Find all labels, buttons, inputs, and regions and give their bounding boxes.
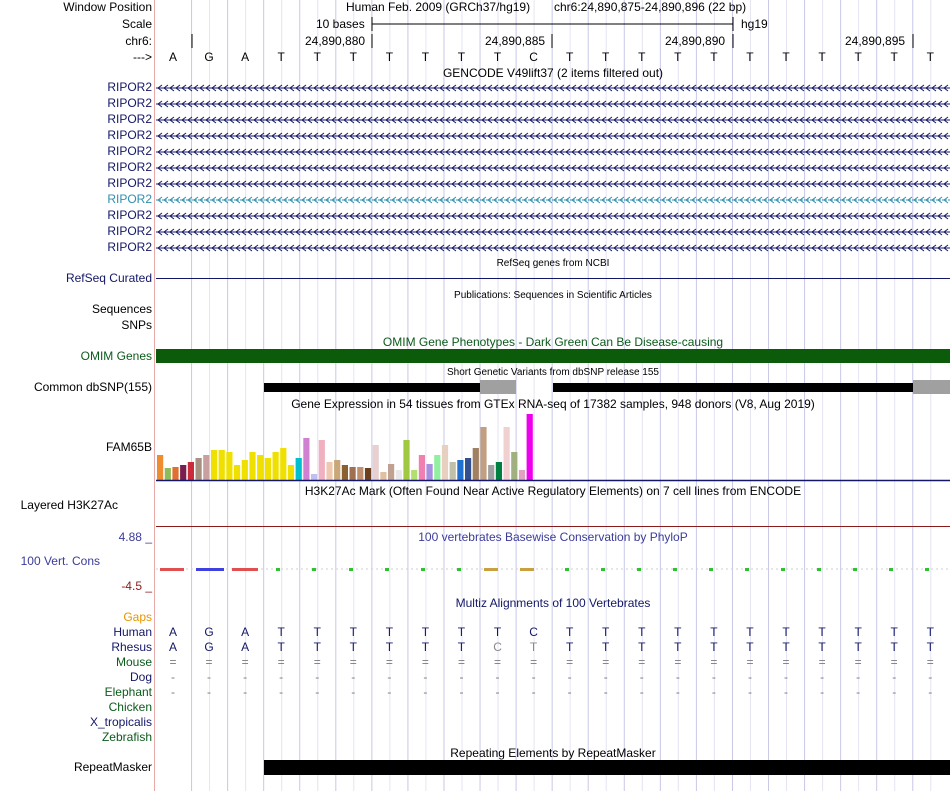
alignment-cell: - (820, 670, 825, 684)
alignment-cell: T (493, 625, 502, 639)
base-letter: T (926, 50, 934, 64)
alignment-cell: T (818, 625, 826, 639)
repeatmasker-title[interactable]: Repeating Elements by RepeatMasker (450, 746, 656, 760)
gtex-tissue-bar (411, 470, 417, 480)
alignment-cell: - (171, 670, 175, 684)
gtex-tissue-bar (265, 458, 271, 480)
gencode-gene-label[interactable]: RIPOR2 (107, 224, 152, 238)
alignment-cell: - (639, 670, 644, 684)
gtex-tissue-bar (296, 458, 302, 480)
phylop-mark (889, 568, 893, 571)
alignment-cell: = (385, 655, 393, 669)
gtex-tissue-bar (519, 470, 525, 480)
omim-title[interactable]: OMIM Gene Phenotypes - Dark Green Can Be Disease-causing (382, 335, 724, 349)
alignment-cell: - (315, 685, 320, 699)
alignment-cell: = (457, 655, 465, 669)
gtex-tissue-bar (211, 450, 217, 480)
alignment-cell: A (168, 640, 177, 654)
base-letter: T (638, 50, 646, 64)
gtex-tissue-bar (450, 462, 456, 480)
gencode-gene-label[interactable]: RIPOR2 (107, 208, 152, 222)
gtex-tissue-bar (396, 470, 402, 480)
phylop-signal[interactable] (156, 560, 950, 580)
alignment-cell: - (351, 685, 356, 699)
alignment-cell: T (457, 625, 466, 639)
alignment-cell: - (856, 685, 861, 699)
gencode-gene-label[interactable]: RIPOR2 (107, 96, 152, 110)
phylop-mark (312, 568, 316, 571)
gtex-title[interactable]: Gene Expression in 54 tissues from GTEx RNA-seq of 17382 samples, 948 donors (V8, Aug 2019) (291, 397, 815, 411)
species-label[interactable]: Dog (129, 670, 152, 684)
alignment-cell: T (818, 640, 826, 654)
gtex-tissue-bar (249, 452, 255, 480)
alignment-cell: T (565, 640, 574, 654)
gtex-tissue-bar (480, 427, 486, 480)
base-letter: T (565, 50, 574, 64)
gtex-tissue-bar (257, 455, 263, 480)
species-label[interactable]: X_tropicalis (89, 715, 152, 729)
alignment-cell: = (494, 655, 502, 669)
window-position-label: Window Position (63, 0, 152, 14)
gtex-tissue-bar (234, 465, 240, 480)
base-letter: T (349, 50, 357, 64)
base-letter: T (277, 50, 285, 64)
species-label[interactable]: Mouse (115, 655, 152, 669)
alignment-cell: = (277, 655, 285, 669)
phylop-mark (781, 568, 785, 571)
species-label[interactable]: Elephant (104, 685, 152, 699)
base-letter: T (890, 50, 898, 64)
alignment-cell: A (168, 625, 177, 639)
alignment-cell: - (892, 670, 897, 684)
base-letter: T (674, 50, 682, 64)
gencode-title[interactable]: GENCODE V49lift37 (2 items filtered out) (442, 66, 664, 80)
gtex-tissue-bar (242, 460, 248, 480)
phylop-title[interactable]: 100 vertebrates Basewise Conservation by PhyloP (418, 530, 688, 544)
alignment-cell: - (459, 670, 464, 684)
alignment-cell: = (818, 655, 826, 669)
phylop-mark (457, 568, 461, 571)
alignment-cell: = (241, 655, 249, 669)
gencode-transcript-line[interactable] (156, 98, 950, 110)
publications-title[interactable]: Publications: Sequences in Scientific Articles (454, 290, 652, 301)
alignment-cell: A (241, 640, 250, 654)
alignment-cell: T (349, 625, 357, 639)
phylop-mark (276, 568, 280, 571)
gtex-tissue-bar (342, 465, 348, 480)
alignment-cell: = (421, 655, 429, 669)
h3k27ac-label[interactable]: Layered H3K27Ac (20, 498, 118, 512)
base-letter: T (313, 50, 321, 64)
tick-label: 24,890,885 (485, 34, 546, 48)
base-letter: T (854, 50, 862, 64)
gtex-tissue-bar (427, 464, 433, 480)
alignment-cell: = (602, 655, 610, 669)
phylop-label[interactable]: 100 Vert. Cons (20, 554, 100, 568)
alignment-cell: - (459, 685, 464, 699)
alignment-cell: - (531, 685, 536, 699)
alignment-cell: = (890, 655, 898, 669)
gencode-transcript-line[interactable] (156, 82, 950, 94)
alignment-cell: - (387, 670, 392, 684)
gencode-gene-label[interactable]: RIPOR2 (107, 176, 152, 190)
alignment-cell: - (784, 685, 789, 699)
phylop-mark (232, 568, 258, 571)
phylop-min: -4.5 _ (121, 579, 152, 593)
phylop-mark (925, 568, 929, 571)
alignment-cell: - (243, 670, 248, 684)
alignment-cell: T (710, 625, 718, 639)
alignment-cell: - (928, 670, 933, 684)
gencode-gene-label[interactable]: RIPOR2 (107, 160, 152, 174)
alignment-cell: - (423, 685, 428, 699)
alignment-cell: - (711, 685, 716, 699)
gtex-tissue-bar (473, 448, 479, 480)
alignment-cell: A (241, 625, 250, 639)
alignment-cell: T (926, 640, 934, 654)
gencode-gene-label[interactable]: RIPOR2 (107, 144, 152, 158)
gtex-tissue-bar (465, 458, 471, 480)
gtex-tissue-bar (196, 458, 202, 480)
gencode-transcript-line[interactable] (156, 194, 950, 206)
gtex-tissue-bar (496, 462, 502, 480)
tick-label: 24,890,890 (665, 34, 726, 48)
base-letter: T (818, 50, 826, 64)
alignment-cell: = (349, 655, 357, 669)
phylop-mark (520, 568, 534, 571)
gtex-tissue-bar (303, 438, 309, 480)
phylop-mark (853, 568, 857, 571)
alignment-cell: T (385, 625, 394, 639)
alignment-cell: - (495, 670, 500, 684)
base-letter: G (204, 50, 214, 64)
refseq-label[interactable]: RefSeq Curated (65, 271, 152, 285)
repeatmasker-label[interactable]: RepeatMasker (73, 760, 152, 774)
alignment-cell: C (529, 625, 538, 639)
tick-label: 24,890,880 (305, 34, 366, 48)
alignment-cell: - (531, 670, 536, 684)
alignment-cell: - (747, 685, 752, 699)
alignment-cell: - (207, 685, 212, 699)
gtex-tissue-bar (273, 452, 279, 480)
alignment-cell: - (243, 685, 248, 699)
base-letter: C (529, 50, 538, 64)
phylop-mark (673, 568, 677, 571)
gencode-gene-label[interactable]: RIPOR2 (107, 240, 152, 254)
gencode-gene-label[interactable]: RIPOR2 (107, 80, 152, 94)
alignment-cell: T (565, 625, 574, 639)
alignment-cell: T (313, 625, 321, 639)
base-letter: T (421, 50, 430, 64)
gtex-tissue-bar (172, 467, 178, 480)
gtex-tissue-bar (350, 467, 356, 480)
phylop-mark (637, 568, 641, 571)
label-divider (154, 0, 155, 791)
alignment-cell: T (674, 625, 682, 639)
gtex-tissue-bar (334, 460, 340, 480)
alignment-cell: T (277, 625, 285, 639)
gtex-tissue-bar (357, 467, 363, 480)
alignment-cell: = (710, 655, 718, 669)
alignment-cell: T (638, 640, 646, 654)
gtex-tissue-bar (434, 455, 440, 480)
alignment-cell: T (710, 640, 718, 654)
alignment-cell: T (421, 640, 430, 654)
alignment-cell: = (205, 655, 213, 669)
gtex-tissue-bar (365, 468, 371, 480)
base-letter: T (602, 50, 610, 64)
multiz-title[interactable]: Multiz Alignments of 100 Vertebrates (455, 596, 651, 610)
gtex-label[interactable]: FAM65B (105, 440, 152, 454)
gtex-tissue-bar (326, 462, 332, 480)
alignment-cell: C (493, 640, 502, 654)
tick-label: 24,890,895 (845, 34, 906, 48)
alignment-cell: T (349, 640, 357, 654)
gtex-tissue-bar (288, 465, 294, 480)
alignment-cell: T (602, 625, 610, 639)
phylop-mark (385, 568, 389, 571)
alignment-cell: T (313, 640, 321, 654)
phylop-mark (601, 568, 605, 571)
alignment-cell: = (169, 655, 177, 669)
alignment-cell: - (567, 670, 572, 684)
alignment-cell: - (207, 670, 212, 684)
alignment-cell: - (675, 685, 680, 699)
alignment-cell: - (423, 670, 428, 684)
phylop-mark (817, 568, 821, 571)
alignment-cell: - (928, 685, 933, 699)
phylop-mark (421, 568, 425, 571)
position-text[interactable]: chr6:24,890,875-24,890,896 (22 bp) (554, 0, 747, 14)
phylop-mark (745, 568, 749, 571)
strand-label: ---> (133, 50, 152, 64)
gtex-tissue-bar (504, 427, 510, 480)
gtex-tissue-bar (403, 440, 409, 480)
alignment-cell: - (820, 685, 825, 699)
gtex-tissue-bar (380, 472, 386, 480)
gencode-transcript-line[interactable] (156, 162, 950, 174)
base-letter: T (710, 50, 718, 64)
chrom-label: chr6: (125, 34, 152, 48)
base-letter: A (168, 50, 177, 64)
alignment-cell: = (926, 655, 934, 669)
dbsnp-features[interactable] (0, 378, 950, 394)
alignment-cell: T (529, 640, 538, 654)
phylop-mark (196, 568, 224, 571)
gencode-transcript-line[interactable] (156, 210, 950, 222)
gtex-tissue-bar (457, 460, 463, 480)
assembly-text: Human Feb. 2009 (GRCh37/hg19) (346, 0, 531, 14)
phylop-mark (160, 568, 184, 571)
alignment-cell: - (387, 685, 392, 699)
alignment-cell: T (746, 640, 754, 654)
alignment-cell: T (277, 640, 285, 654)
species-label[interactable]: Human (113, 625, 152, 639)
omim-label[interactable]: OMIM Genes (80, 349, 152, 363)
alignment-cell: T (674, 640, 682, 654)
gtex-tissue-bar (373, 445, 379, 480)
alignment-cell: - (603, 685, 608, 699)
publications-label-sequences[interactable]: Sequences (91, 302, 152, 316)
alignment-cell: - (675, 670, 680, 684)
alignment-cell: - (856, 670, 861, 684)
species-label[interactable]: Chicken (108, 700, 152, 714)
alignment-cell: = (530, 655, 538, 669)
alignment-cell: T (602, 640, 610, 654)
alignment-cell: T (854, 640, 862, 654)
gtex-tissue-bar (442, 445, 448, 480)
scale-label: Scale (121, 17, 152, 31)
alignment-cell: - (784, 670, 789, 684)
alignment-cell: = (313, 655, 321, 669)
alignment-cell: = (566, 655, 574, 669)
alignment-cell: - (603, 670, 608, 684)
alignment-cell: - (315, 670, 320, 684)
dbsnp-title[interactable]: Short Genetic Variants from dbSNP release 155 (447, 367, 659, 378)
gtex-tissue-bar (388, 464, 394, 480)
alignment-cell: = (854, 655, 862, 669)
gtex-tissue-bar (180, 465, 186, 480)
alignment-cell: - (747, 670, 752, 684)
base-letter: A (241, 50, 250, 64)
alignment-cell: - (892, 685, 897, 699)
dbsnp-label[interactable]: Common dbSNP(155) (33, 380, 152, 394)
alignment-cell: T (782, 625, 790, 639)
gtex-tissue-bar (319, 440, 325, 480)
alignment-cell: T (782, 640, 790, 654)
base-letter: T (385, 50, 394, 64)
alignment-cell: T (890, 625, 898, 639)
base-letter: T (457, 50, 466, 64)
gtex-tissue-bar (219, 450, 225, 480)
gtex-tissue-bar (488, 465, 494, 480)
alignment-cell: - (495, 685, 500, 699)
gencode-transcript-line[interactable] (156, 242, 950, 254)
phylop-mark (484, 568, 498, 571)
scale-assembly: hg19 (741, 17, 768, 31)
gtex-tissue-bar (511, 452, 517, 480)
gtex-tissue-bar (419, 455, 425, 480)
gencode-gene-label[interactable]: RIPOR2 (107, 128, 152, 142)
gaps-label[interactable]: Gaps (123, 610, 152, 624)
publications-label-snps[interactable]: SNPs (121, 318, 152, 332)
gtex-tissue-bar (280, 448, 286, 480)
base-letter: T (493, 50, 502, 64)
alignment-cell: T (421, 625, 430, 639)
alignment-cell: T (890, 640, 898, 654)
alignment-cell: = (638, 655, 646, 669)
species-label[interactable]: Rhesus (111, 640, 152, 654)
alignment-cell: T (385, 640, 394, 654)
alignment-cell: - (171, 685, 175, 699)
phylop-mark (709, 568, 713, 571)
alignment-cell: T (457, 640, 466, 654)
alignment-cell: - (351, 670, 356, 684)
phylop-max: 4.88 _ (118, 530, 152, 544)
alignment-cell: T (746, 625, 754, 639)
gencode-gene-label[interactable]: RIPOR2 (107, 192, 152, 206)
repeatmasker-feature[interactable] (264, 760, 950, 775)
alignment-cell: - (639, 685, 644, 699)
gencode-gene-label[interactable]: RIPOR2 (107, 112, 152, 126)
phylop-mark (565, 568, 569, 571)
gtex-tissue-bar (527, 414, 533, 480)
gtex-tissue-bar (157, 455, 163, 480)
omim-feature-bar[interactable] (156, 349, 950, 363)
phylop-mark (349, 568, 353, 571)
gtex-bar-chart[interactable] (156, 412, 950, 482)
h3k27ac-baseline (156, 526, 950, 527)
species-label[interactable]: Zebrafish (101, 730, 152, 744)
gtex-tissue-bar (311, 474, 317, 480)
base-letter: T (746, 50, 754, 64)
base-letter: T (782, 50, 790, 64)
gtex-tissue-bar (188, 462, 194, 480)
h3k27ac-title[interactable]: H3K27Ac Mark (Often Found Near Active Regulatory Elements) on 7 cell lines from ENCODE (304, 484, 802, 498)
gencode-transcript-line[interactable] (156, 226, 950, 238)
alignment-cell: T (926, 625, 934, 639)
gtex-tissue-bar (165, 468, 171, 480)
alignment-cell: = (674, 655, 682, 669)
alignment-cell: - (279, 685, 284, 699)
alignment-cell: - (279, 670, 284, 684)
alignment-cell: T (638, 625, 646, 639)
gencode-transcript-line[interactable] (156, 130, 950, 142)
alignment-cell: = (782, 655, 790, 669)
gtex-tissue-bar (203, 455, 209, 480)
alignment-cell: G (204, 625, 214, 639)
refseq-title[interactable]: RefSeq genes from NCBI (496, 258, 610, 269)
alignment-cell: G (204, 640, 214, 654)
gencode-transcript-line[interactable] (156, 114, 950, 126)
alignment-cell: - (711, 670, 716, 684)
gencode-transcript-line[interactable] (156, 178, 950, 190)
gtex-tissue-bar (226, 452, 232, 480)
alignment-cell: - (567, 685, 572, 699)
scale-bar-text: 10 bases (316, 17, 365, 31)
alignment-cell: T (854, 625, 862, 639)
alignment-cell: = (746, 655, 754, 669)
gencode-transcript-line[interactable] (156, 146, 950, 158)
refseq-line[interactable] (156, 278, 950, 279)
